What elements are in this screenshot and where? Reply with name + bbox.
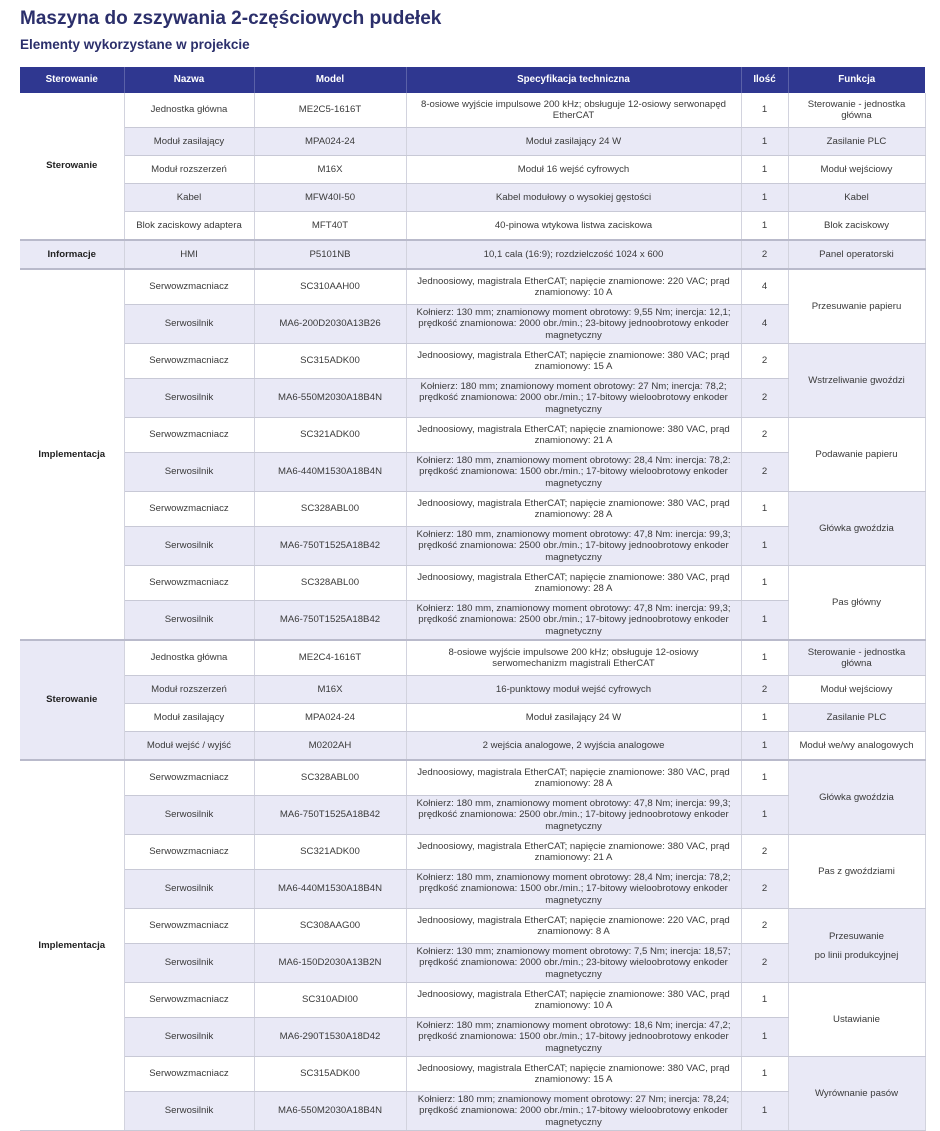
cell-qty: 2	[741, 835, 788, 870]
cell-qty: 1	[741, 212, 788, 241]
cell-model: MPA024-24	[254, 128, 406, 156]
group-cell-implementacja: Implementacja	[20, 269, 124, 640]
cell-name: Moduł zasilający	[124, 704, 254, 732]
table-row	[20, 676, 925, 704]
cell-qty: 1	[741, 601, 788, 641]
column-header-specyfikacja: Specyfikacja techniczna	[406, 67, 741, 93]
cell-name: Serwowzmacniacz	[124, 909, 254, 944]
cell-model: MA6-550M2030A18B4N	[254, 1092, 406, 1131]
table-row	[20, 93, 925, 128]
cell-qty: 2	[741, 379, 788, 418]
table-row	[20, 732, 925, 761]
cell-qty: 1	[741, 1057, 788, 1092]
cell-qty: 2	[741, 909, 788, 944]
cell-spec: Kołnierz: 130 mm; znamionowy moment obrotowy: 7,5 Nm; inercja: 18,57; prędkość znamionowa: 2000 obr./min.; 23-bitowy wieloobrotowy enkoder magnetyczny	[406, 944, 741, 983]
cell-function: Sterowanie - jednostka główna	[788, 640, 925, 676]
cell-qty: 2	[741, 240, 788, 269]
cell-model: M0202AH	[254, 732, 406, 761]
cell-name: Serwosilnik	[124, 527, 254, 566]
cell-qty: 1	[741, 640, 788, 676]
column-header-nazwa: Nazwa	[124, 67, 254, 93]
cell-name: Blok zaciskowy adaptera	[124, 212, 254, 241]
cell-model: M16X	[254, 676, 406, 704]
cell-function: Zasilanie PLC	[788, 128, 925, 156]
cell-qty: 1	[741, 983, 788, 1018]
cell-qty: 1	[741, 732, 788, 761]
cell-function: Przesuwanie papieru	[788, 269, 925, 344]
table-row	[20, 835, 925, 870]
cell-name: Serwosilnik	[124, 305, 254, 344]
cell-model: SC315ADK00	[254, 344, 406, 379]
cell-model: SC310ADI00	[254, 983, 406, 1018]
cell-model: SC321ADK00	[254, 835, 406, 870]
cell-qty: 1	[741, 93, 788, 128]
cell-name: Moduł zasilający	[124, 128, 254, 156]
cell-qty: 1	[741, 704, 788, 732]
cell-qty: 2	[741, 418, 788, 453]
cell-name: Serwowzmacniacz	[124, 492, 254, 527]
cell-name: Moduł rozszerzeń	[124, 156, 254, 184]
cell-spec: Jednoosiowy, magistrala EtherCAT; napięcie znamionowe: 220 VAC, prąd znamionowy: 8 A	[406, 909, 741, 944]
cell-function: Wyrównanie pasów	[788, 1057, 925, 1131]
cell-name: Kabel	[124, 184, 254, 212]
cell-spec: Jednoosiowy, magistrala EtherCAT; napięcie znamionowe: 380 VAC, prąd znamionowy: 28 A	[406, 492, 741, 527]
cell-qty: 1	[741, 128, 788, 156]
table-row	[20, 418, 925, 453]
cell-model: SC328ABL00	[254, 566, 406, 601]
cell-spec: 40-pinowa wtykowa listwa zaciskowa	[406, 212, 741, 241]
cell-function: Ustawianie	[788, 983, 925, 1057]
cell-function: Kabel	[788, 184, 925, 212]
cell-name: Jednostka główna	[124, 93, 254, 128]
cell-model: MFT40T	[254, 212, 406, 241]
cell-spec: 8-osiowe wyjście impulsowe 200 kHz; obsługuje 12-osiowy serwonapęd EtherCAT	[406, 93, 741, 128]
cell-function: Pas główny	[788, 566, 925, 641]
cell-qty: 1	[741, 1018, 788, 1057]
cell-qty: 1	[741, 1092, 788, 1131]
cell-model: SC310AAH00	[254, 269, 406, 305]
cell-qty: 4	[741, 305, 788, 344]
table-row	[20, 184, 925, 212]
cell-function: Panel operatorski	[788, 240, 925, 269]
cell-spec: Kołnierz: 180 mm, znamionowy moment obrotowy: 28,4 Nm; inercja: 78,2; prędkość znamionowa: 1500 obr./min.; 17-bitowy wieloobrotowy enkoder magnetyczny	[406, 870, 741, 909]
cell-model: P5101NB	[254, 240, 406, 269]
cell-spec: Jednoosiowy, magistrala EtherCAT; napięcie znamionowe: 380 VAC, prąd znamionowy: 10 A	[406, 983, 741, 1018]
cell-qty: 2	[741, 344, 788, 379]
cell-model: MA6-440M1530A18B4N	[254, 453, 406, 492]
table-row	[20, 128, 925, 156]
table-row	[20, 640, 925, 676]
cell-model: MA6-750T1525A18B42	[254, 601, 406, 641]
cell-spec: 16-punktowy moduł wejść cyfrowych	[406, 676, 741, 704]
cell-name: Serwowzmacniacz	[124, 983, 254, 1018]
group-cell-implementacja-2: Implementacja	[20, 760, 124, 1131]
cell-spec: Jednoosiowy, magistrala EtherCAT; napięcie znamionowe: 220 VAC; prąd znamionowy: 10 A	[406, 269, 741, 305]
table-row	[20, 156, 925, 184]
cell-model: MA6-550M2030A18B4N	[254, 379, 406, 418]
cell-name: Serwowzmacniacz	[124, 835, 254, 870]
table-row	[20, 212, 925, 241]
table-row	[20, 983, 925, 1018]
table-row	[20, 269, 925, 305]
cell-function: Moduł wejściowy	[788, 676, 925, 704]
components-table	[20, 67, 926, 1131]
cell-model: SC315ADK00	[254, 1057, 406, 1092]
table-row	[20, 566, 925, 601]
cell-function: Główka gwoździa	[788, 492, 925, 566]
cell-spec: Kołnierz: 180 mm; znamionowy moment obrotowy: 18,6 Nm; inercja: 47,2; prędkość znamionowa: 1500 obr./min.; 17-bitowy jednoobrotowy enkoder magnetyczny	[406, 1018, 741, 1057]
cell-model: MA6-440M1530A18B4N	[254, 870, 406, 909]
cell-name: Serwosilnik	[124, 944, 254, 983]
cell-model: MPA024-24	[254, 704, 406, 732]
cell-name: Serwowzmacniacz	[124, 566, 254, 601]
cell-name: Moduł rozszerzeń	[124, 676, 254, 704]
table-row	[20, 240, 925, 269]
cell-model: MFW40I-50	[254, 184, 406, 212]
cell-spec: Jednoosiowy, magistrala EtherCAT; napięcie znamionowe: 380 VAC; prąd znamionowy: 15 A	[406, 344, 741, 379]
cell-function: Podawanie papieru	[788, 418, 925, 492]
cell-name: Serwosilnik	[124, 379, 254, 418]
cell-qty: 2	[741, 870, 788, 909]
cell-model: MA6-290T1530A18D42	[254, 1018, 406, 1057]
column-header-sterowanie: Sterowanie	[20, 67, 124, 93]
cell-name: Serwowzmacniacz	[124, 269, 254, 305]
cell-spec: Kołnierz: 180 mm, znamionowy moment obrotowy: 47,8 Nm: inercja: 99,3; prędkość znamionowa: 2500 obr./min.; 17-bitowy jednoobrotowy enkoder magnetyczny	[406, 527, 741, 566]
table-row	[20, 1057, 925, 1092]
cell-model: SC328ABL00	[254, 760, 406, 796]
cell-name: Serwosilnik	[124, 796, 254, 835]
cell-spec: Moduł zasilający 24 W	[406, 128, 741, 156]
cell-name: Jednostka główna	[124, 640, 254, 676]
cell-spec: 10,1 cala (16:9); rozdzielczość 1024 x 600	[406, 240, 741, 269]
cell-spec: Moduł zasilający 24 W	[406, 704, 741, 732]
cell-name: Serwosilnik	[124, 601, 254, 641]
cell-name: Serwowzmacniacz	[124, 344, 254, 379]
cell-function: Przesuwanie po linii produkcyjnej	[788, 909, 925, 983]
cell-name: Serwosilnik	[124, 1018, 254, 1057]
cell-function: Moduł wejściowy	[788, 156, 925, 184]
cell-qty: 1	[741, 527, 788, 566]
cell-spec: Kołnierz: 130 mm; znamionowy moment obrotowy: 9,55 Nm; inercja: 12,1; prędkość znamionowa: 2000 obr./min.; 23-bitowy jednoobrotowy enkoder magnetyczny	[406, 305, 741, 344]
cell-model: MA6-200D2030A13B26	[254, 305, 406, 344]
cell-function: Wstrzeliwanie gwoździ	[788, 344, 925, 418]
cell-name: Serwosilnik	[124, 1092, 254, 1131]
table-row	[20, 909, 925, 944]
cell-function: Sterowanie - jednostka główna	[788, 93, 925, 128]
cell-qty: 1	[741, 796, 788, 835]
cell-spec: Kołnierz: 180 mm, znamionowy moment obrotowy: 28,4 Nm: inercja: 78,2: prędkość znamionowa: 1500 obr./min.; 17-bitowy wieloobrotowy enkoder magnetyczny	[406, 453, 741, 492]
cell-name: HMI	[124, 240, 254, 269]
cell-spec: Kołnierz: 180 mm, znamionowy moment obrotowy: 47,8 Nm; inercja: 99,3; prędkość znamionowa: 2500 obr./min.; 17-bitowy jednoobrotowy enkoder magnetyczny	[406, 796, 741, 835]
cell-model: M16X	[254, 156, 406, 184]
cell-model: ME2C5-1616T	[254, 93, 406, 128]
cell-model: SC321ADK00	[254, 418, 406, 453]
group-cell-informacje: Informacje	[20, 240, 124, 269]
cell-qty: 4	[741, 269, 788, 305]
cell-qty: 1	[741, 492, 788, 527]
table-row	[20, 760, 925, 796]
cell-qty: 1	[741, 760, 788, 796]
cell-function: Pas z gwoździami	[788, 835, 925, 909]
table-row	[20, 344, 925, 379]
cell-model: ME2C4-1616T	[254, 640, 406, 676]
cell-model: MA6-150D2030A13B2N	[254, 944, 406, 983]
cell-name: Serwowzmacniacz	[124, 760, 254, 796]
table-header-row	[20, 67, 925, 93]
cell-qty: 2	[741, 944, 788, 983]
cell-qty: 1	[741, 566, 788, 601]
cell-spec: Moduł 16 wejść cyfrowych	[406, 156, 741, 184]
cell-name: Moduł wejść / wyjść	[124, 732, 254, 761]
cell-spec: Jednoosiowy, magistrala EtherCAT; napięcie znamionowe: 380 VAC, prąd znamionowy: 28 A	[406, 760, 741, 796]
cell-model: MA6-750T1525A18B42	[254, 796, 406, 835]
column-header-ilosc: Ilość	[741, 67, 788, 93]
cell-qty: 1	[741, 156, 788, 184]
cell-model: MA6-750T1525A18B42	[254, 527, 406, 566]
cell-function: Moduł we/wy analogowych	[788, 732, 925, 761]
column-header-model: Model	[254, 67, 406, 93]
page-subtitle: Elementy wykorzystane w projekcie	[20, 37, 250, 52]
cell-spec: Kołnierz: 180 mm; znamionowy moment obrotowy: 27 Nm; inercja: 78,24; prędkość znamionowa: 2000 obr./min.; 17-bitowy wieloobrotowy enkoder magnetyczny	[406, 1092, 741, 1131]
cell-spec: 2 wejścia analogowe, 2 wyjścia analogowe	[406, 732, 741, 761]
cell-spec: Kabel modułowy o wysokiej gęstości	[406, 184, 741, 212]
table-row	[20, 704, 925, 732]
cell-model: SC308AAG00	[254, 909, 406, 944]
cell-spec: Kołnierz: 180 mm, znamionowy moment obrotowy: 47,8 Nm: inercja: 99,3; prędkość znamionowa: 2500 obr./min.; 17-bitowy jednoobrotowy enkoder magnetyczny	[406, 601, 741, 641]
table-row	[20, 492, 925, 527]
cell-name: Serwosilnik	[124, 870, 254, 909]
cell-function: Zasilanie PLC	[788, 704, 925, 732]
cell-spec: Jednoosiowy, magistrala EtherCAT; napięcie znamionowe: 380 VAC, prąd znamionowy: 21 A	[406, 835, 741, 870]
cell-spec: Jednoosiowy, magistrala EtherCAT; napięcie znamionowe: 380 VAC, prąd znamionowy: 28 A	[406, 566, 741, 601]
cell-name: Serwosilnik	[124, 453, 254, 492]
cell-name: Serwowzmacniacz	[124, 418, 254, 453]
cell-name: Serwowzmacniacz	[124, 1057, 254, 1092]
cell-spec: Jednoosiowy, magistrala EtherCAT; napięcie znamionowe: 380 VAC, prąd znamionowy: 21 A	[406, 418, 741, 453]
group-cell-sterowanie: Sterowanie	[20, 93, 124, 240]
cell-function: Blok zaciskowy	[788, 212, 925, 241]
group-cell-sterowanie-2: Sterowanie	[20, 640, 124, 760]
cell-qty: 2	[741, 676, 788, 704]
cell-qty: 1	[741, 184, 788, 212]
cell-spec: 8-osiowe wyjście impulsowe 200 kHz; obsługuje 12-osiowy serwomechanizm magistrali EtherCAT	[406, 640, 741, 676]
cell-function: Główka gwoździa	[788, 760, 925, 835]
column-header-funkcja: Funkcja	[788, 67, 925, 93]
page-title: Maszyna do zszywania 2-częściowych pudełek	[20, 8, 442, 29]
cell-spec: Kołnierz: 180 mm; znamionowy moment obrotowy: 27 Nm; inercja: 78,2; prędkość znamionowa: 2000 obr./min.; 17-bitowy wieloobrotowy enkoder magnetyczny	[406, 379, 741, 418]
cell-qty: 2	[741, 453, 788, 492]
cell-spec: Jednoosiowy, magistrala EtherCAT; napięcie znamionowe: 380 VAC, prąd znamionowy: 15 A	[406, 1057, 741, 1092]
cell-model: SC328ABL00	[254, 492, 406, 527]
